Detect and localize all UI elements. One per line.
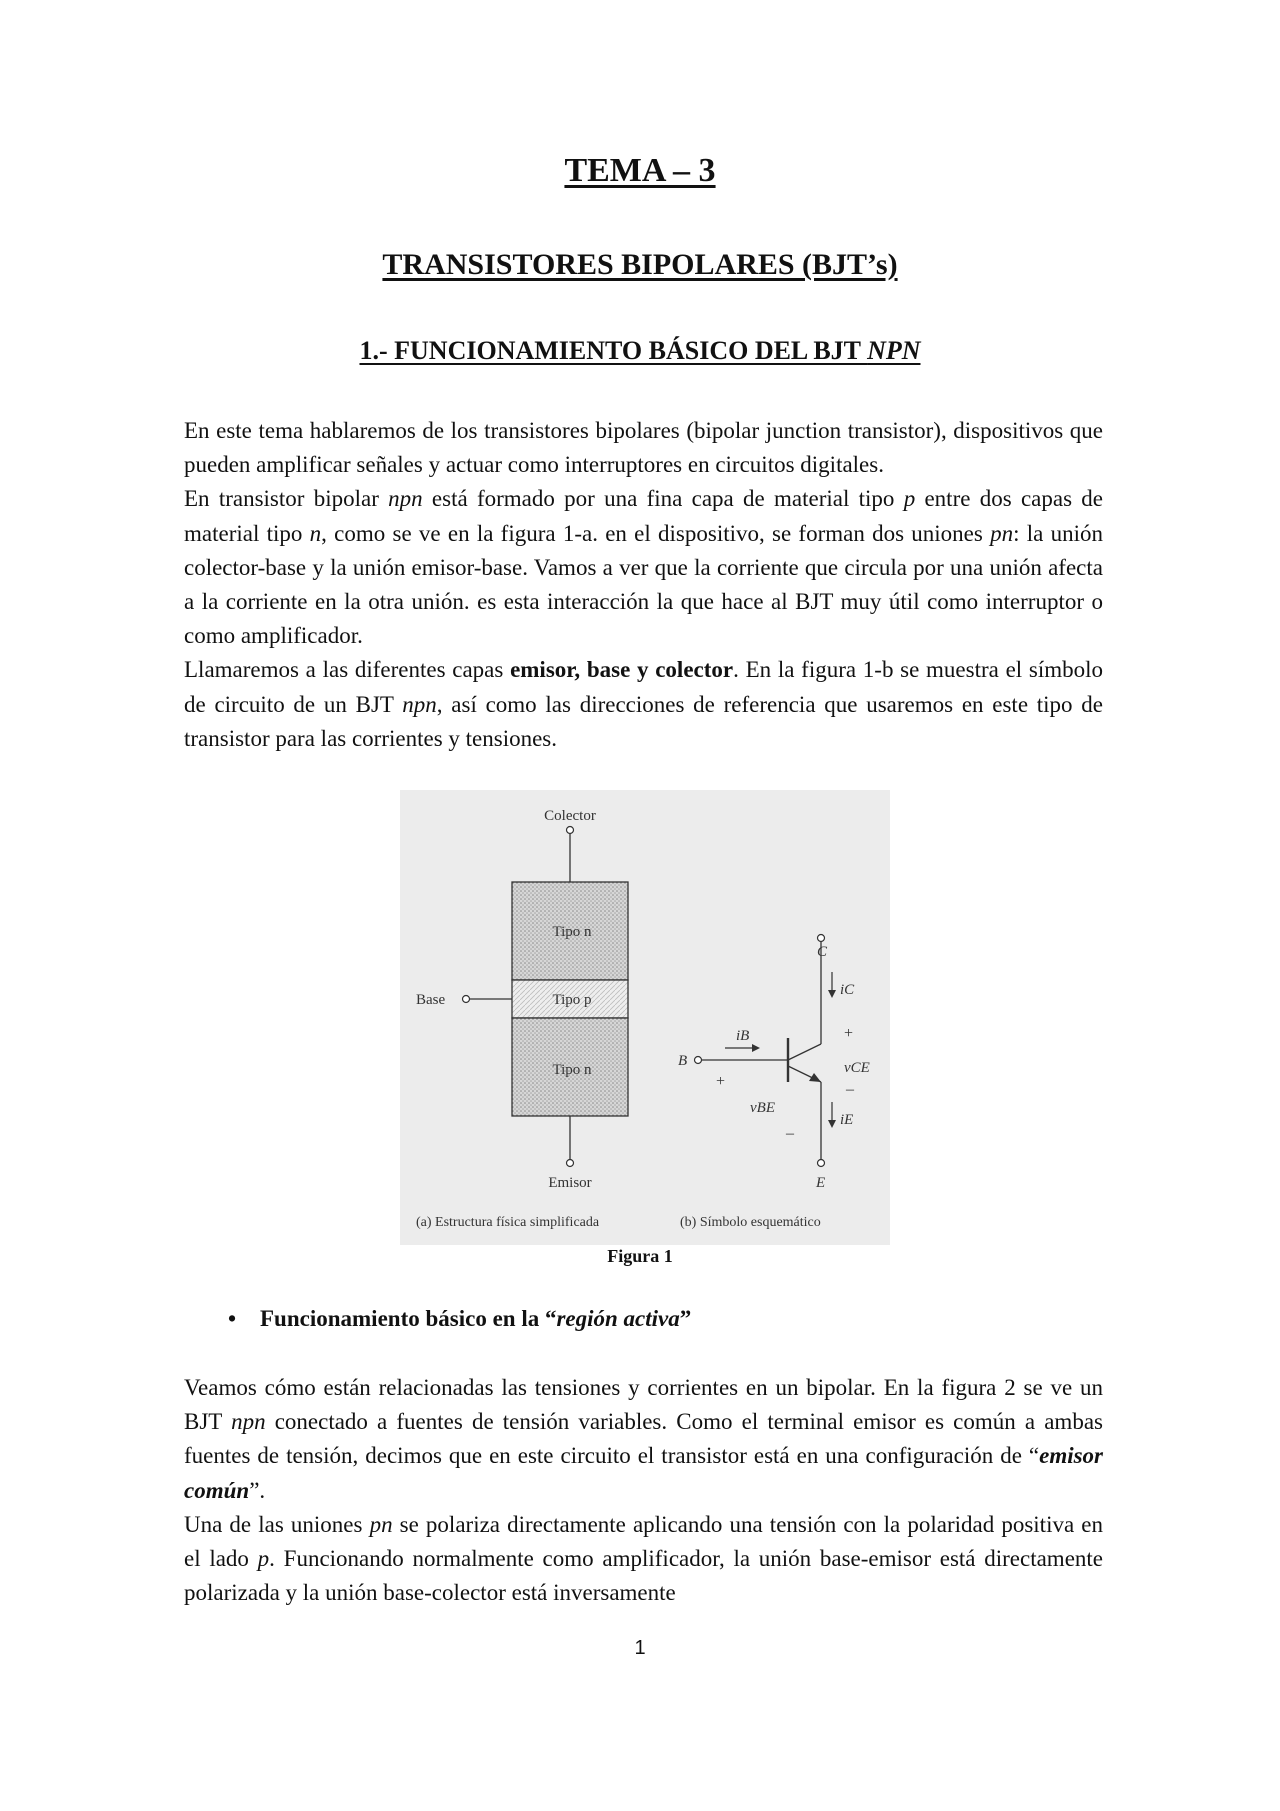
vbe-plus: +: [716, 1073, 726, 1090]
page-number: 1: [634, 1637, 646, 1659]
text-run: , como se ve en la figura 1-a. en el dispositivo, se forman dos uniones: [321, 520, 991, 546]
e-terminal-label: E: [816, 1175, 826, 1191]
intro-paragraph-2: [184, 486, 1103, 648]
text-run: se polariza directamente aplicando una tensión con la polaridad positiva en el lado: [184, 1511, 1103, 1572]
text-run-italic: npn: [402, 691, 437, 717]
text-run: ”.: [249, 1477, 266, 1503]
active-paragraph-2: [184, 1512, 1103, 1605]
bjt-figure-svg: [400, 790, 890, 1245]
caption-b: (b) Símbolo esquemático: [680, 1215, 821, 1230]
text-run-bold-italic: emisor común: [184, 1443, 1103, 1503]
section-title-text: 1.- FUNCIONAMIENTO BÁSICO DEL BJT: [359, 336, 868, 365]
vbe-label: vBE: [750, 1100, 775, 1116]
c-terminal-label: C: [817, 944, 828, 960]
collector-label: Colector: [544, 808, 596, 824]
tipo-n-top-label: Tipo n: [552, 924, 592, 940]
ib-label: iB: [736, 1028, 750, 1044]
bullet-text-italic: región activa: [556, 1306, 680, 1331]
intro-text: [184, 414, 1103, 756]
text-run: conectado a fuentes de tensión variables. Como el terminal emisor es común a ambas fuentes de tensión, decimos que en este circuito el transistor está en una configuración de “: [184, 1409, 1103, 1469]
caption-a: (a) Estructura física simplificada: [416, 1215, 600, 1230]
text-run-italic: npn: [388, 486, 423, 512]
bullet-dot-icon: •: [228, 1306, 237, 1331]
physical-structure: [416, 808, 628, 1230]
vbe-minus: –: [786, 1125, 794, 1142]
bullet-text-close: ”: [679, 1306, 692, 1331]
text-run-italic: pn: [990, 520, 1014, 546]
vce-minus: –: [846, 1081, 854, 1098]
chapter-number: TEMA – 3: [564, 152, 716, 189]
vce-label: vCE: [844, 1060, 870, 1076]
text-run: . Funcionando normalmente como amplificador, la unión base-emisor está directamente polarizada y la unión base-colector está inversamente: [184, 1546, 1104, 1606]
active-region-text: [184, 1371, 1103, 1610]
text-run: Veamos cómo están relacionadas las tensiones y corrientes en un bipolar. En la figura 2 se ve un BJT: [184, 1375, 1103, 1435]
emitter-label: Emisor: [548, 1175, 592, 1191]
section-title: [0, 336, 1280, 366]
vce-plus: +: [844, 1025, 854, 1042]
figure-1-image: [400, 790, 890, 1245]
intro-paragraph-3: [184, 657, 1103, 750]
subsection-bullet: [228, 1306, 691, 1332]
text-run-italic: n: [309, 520, 322, 546]
base-label: Base: [416, 992, 446, 1008]
text-run-bold: emisor, base y colector: [510, 657, 734, 683]
tipo-n-bottom-label: Tipo n: [552, 1062, 592, 1078]
schematic-symbol: [678, 935, 870, 1231]
text-run-italic: pn: [369, 1511, 393, 1537]
section-title-npn: NPN: [867, 336, 921, 365]
b-terminal-label: B: [678, 1053, 688, 1069]
text-run: Llamaremos a las diferentes capas: [184, 657, 511, 683]
text-run: , así como las direcciones de referencia que usaremos en este tipo de transistor para las corrientes y tensiones.: [184, 691, 1103, 751]
ie-label: iE: [840, 1112, 854, 1128]
bullet-text: Funcionamiento básico en la “: [260, 1306, 557, 1331]
text-run: En transistor bipolar: [184, 486, 389, 512]
text-run: . En la figura 1-b se muestra el símbolo de circuito de un BJT: [184, 657, 1104, 717]
text-run-italic: p: [257, 1546, 270, 1572]
text-run-italic: npn: [231, 1409, 266, 1435]
ic-label: iC: [840, 982, 855, 998]
tipo-p-label: Tipo p: [552, 992, 592, 1008]
intro-paragraph-1: En este tema hablaremos de los transistores bipolares (bipolar junction transistor), dispositivos que pueden amplificar señales y actuar como interruptores en circuitos digitales.: [184, 418, 1103, 478]
text-run: está formado por una fina capa de material tipo: [422, 486, 904, 512]
figure-caption: Figura 1: [607, 1246, 673, 1266]
chapter-title: TRANSISTORES BIPOLARES (BJT’s): [382, 248, 898, 281]
text-run-italic: p: [903, 486, 916, 512]
text-run: Una de las uniones: [184, 1511, 370, 1537]
active-paragraph-1: [184, 1375, 1103, 1503]
text-run: entre dos capas de material tipo: [184, 486, 1104, 546]
text-run: : la unión colector-base y la unión emisor-base. Vamos a ver que la corriente que circula por una unión afecta a la corriente en la otra unión. es esta interacción la que hace al BJT muy útil como interruptor o como amplificador.: [184, 520, 1103, 649]
